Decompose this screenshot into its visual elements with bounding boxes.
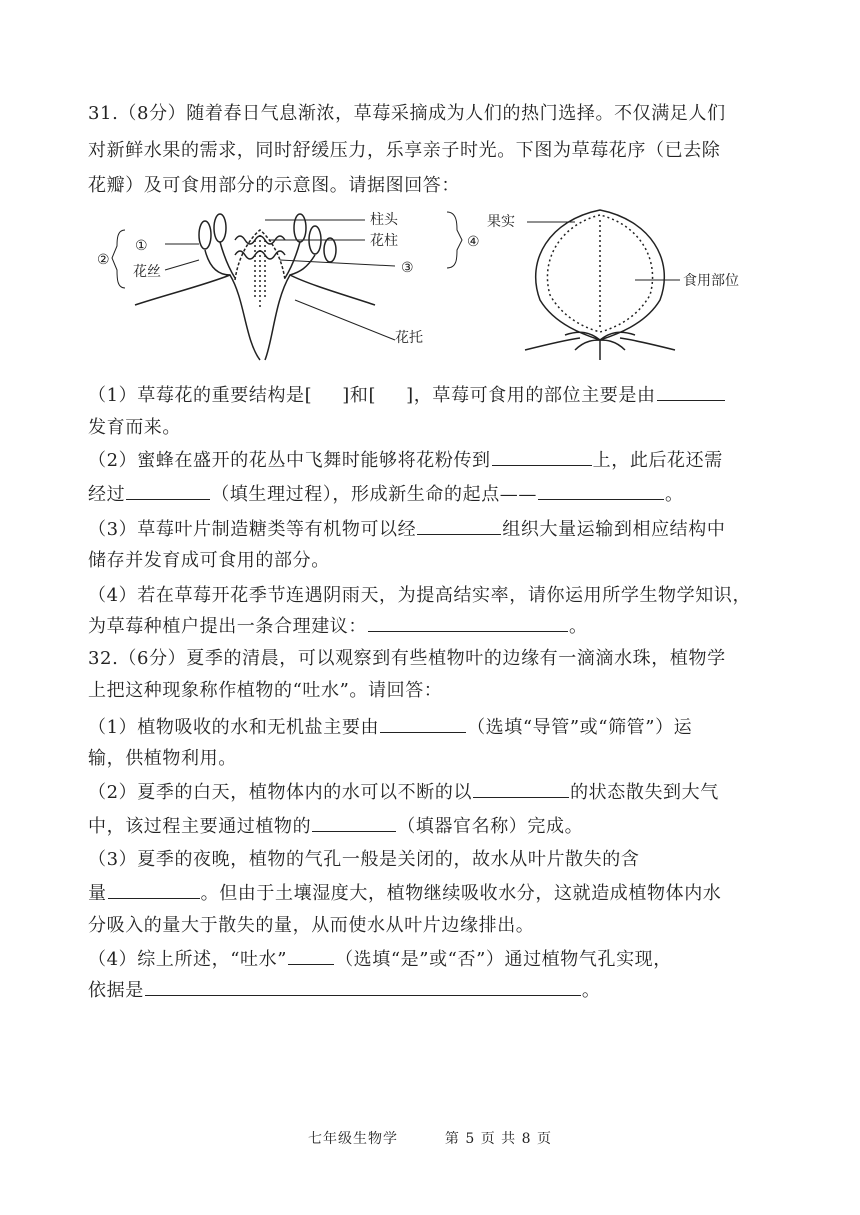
q31-part4-line-2 (88, 613, 778, 641)
q31-p2-text-c: 经过 (88, 484, 126, 505)
q31-stem-line-1: 31.（8分）随着春日气息渐浓，草莓采摘成为人们的热门选择。不仅满足人们 (88, 103, 726, 124)
q32-p1-text-a: （1）植物吸收的水和无机盐主要由 (88, 717, 380, 738)
label-zhutou: 柱头 (370, 212, 398, 228)
strawberry-diagram-svg (95, 200, 775, 365)
q31-part2-line-1 (88, 447, 778, 475)
q31-stem-line-2: 对新鲜水果的需求，同时舒缓压力，乐享亲子时光。下图为草莓花序（已去除 (88, 140, 721, 161)
q32-p3-blank[interactable] (108, 880, 200, 899)
q31-p2-blank-2[interactable] (126, 481, 210, 500)
label-circle-3: ③ (401, 260, 414, 276)
q31-p2-text-d: （填生理过程），形成新生命的起点—— (211, 484, 538, 505)
q31-p2-blank-1[interactable] (492, 447, 592, 466)
footer-subject: 七年级生物学 (308, 1131, 398, 1147)
flower-diagram (135, 214, 375, 360)
q32-p3-text-c: 。但由于土壤湿度大，植物继续吸收水分，这就造成植物体内水 (200, 883, 722, 904)
q32-p2-text-b: 的状态散失到大气 (570, 782, 719, 803)
q31-p2-text-e: 。 (665, 484, 684, 505)
q31-p3-blank[interactable] (417, 516, 501, 535)
q32-part3-line-1: （3）夏季的夜晚，植物的气孔一般是关闭的，故水从叶片散失的含 (88, 849, 640, 870)
q32-part2-line-1 (88, 779, 778, 807)
label-huazhu: 花柱 (370, 233, 398, 249)
fruit-diagram (525, 210, 675, 360)
q31-part4-line-1: （4）若在草莓开花季节连遇阴雨天，为提高结实率，请你运用所学生物学知识， (88, 585, 752, 606)
q32-part3-line-2 (88, 880, 778, 908)
q32-p2-text-a: （2）夏季的白天，植物体内的水可以不断的以 (88, 782, 473, 803)
label-shiyong: 食用部位 (683, 273, 739, 289)
q31-part3-line-1 (88, 516, 778, 544)
q32-p4-text-c: 依据是 (88, 980, 144, 1001)
q32-p2-text-d: （填器官名称）完成。 (397, 816, 584, 837)
q32-p4-text-b: （选填“是”或“否”）通过植物气孔实现， (335, 949, 672, 970)
q32-part1-line-2: 输，供植物利用。 (88, 748, 237, 769)
label-huatuo: 花托 (395, 330, 423, 346)
q31-p4-blank[interactable] (368, 613, 568, 632)
q31-part3-line-2: 储存并发育成可食用的部分。 (88, 550, 330, 571)
q32-part4-line-1 (88, 946, 778, 974)
q31-part1-line-1 (88, 382, 778, 410)
q31-part2-line-2 (88, 481, 778, 509)
q32-part1-line-1 (88, 714, 778, 742)
q32-p3-text-b: 量 (88, 883, 107, 904)
page-footer (0, 1128, 860, 1148)
label-circle-4: ④ (467, 234, 480, 250)
label-circle-1: ① (135, 238, 148, 254)
q31-p1-text-c: ]，草莓可食用的部位主要是由 (406, 385, 656, 406)
q32-part4-line-2 (88, 977, 778, 1005)
q31-p1-text-a: （1）草莓花的重要结构是[ (88, 385, 313, 406)
q32-p1-blank[interactable] (380, 714, 466, 733)
q32-p2-blank-2[interactable] (312, 813, 396, 832)
q32-part3-line-3: 分吸入的量大于散失的量，从而使水从叶片边缘排出。 (88, 915, 535, 936)
q32-p4-blank-2[interactable] (145, 977, 581, 996)
q32-stem-line-1: 32.（6分）夏季的清晨，可以观察到有些植物叶的边缘有一滴滴水珠，植物学 (88, 648, 726, 669)
q32-part2-line-2 (88, 813, 778, 841)
q31-p1-text-b: ]和[ (342, 385, 377, 406)
q32-p1-text-b: （选填“导管”或“筛管”）运 (467, 717, 693, 738)
q32-p2-blank-1[interactable] (473, 779, 569, 798)
q32-p2-text-c: 中，该过程主要通过植物的 (88, 816, 312, 837)
q31-part1-line-2: 发育而来。 (88, 417, 181, 438)
strawberry-figure (95, 200, 775, 365)
q31-stem-line-3: 花瓣）及可食用部分的示意图。请据图回答： (88, 175, 460, 196)
q32-p4-blank-1[interactable] (288, 946, 334, 965)
q31-p1-answer-blank[interactable] (657, 382, 725, 401)
footer-page-number: 第 5 页 共 8 页 (444, 1131, 552, 1147)
q32-p4-text-d: 。 (581, 980, 601, 1001)
q31-p2-text-b: 上，此后花还需 (592, 450, 723, 471)
label-circle-2: ② (97, 252, 110, 268)
q31-p4-text-c: 。 (569, 616, 588, 637)
q31-p2-text-a: （2）蜜蜂在盛开的花丛中飞舞时能够将花粉传到 (88, 450, 491, 471)
q32-p4-text-a: （4）综上所述，“吐水” (88, 949, 288, 970)
label-huasi: 花丝 (133, 264, 161, 280)
label-guoshi: 果实 (487, 214, 515, 230)
q32-stem-line-2: 上把这种现象称作植物的“吐水”。请回答： (88, 680, 443, 701)
q31-p2-blank-3[interactable] (538, 481, 664, 500)
q31-p3-text-b: 组织大量运输到相应结构中 (502, 519, 726, 540)
q31-p3-text-a: （3）草莓叶片制造糖类等有机物可以经 (88, 519, 417, 540)
q31-p4-text-b: 为草莓种植户提出一条合理建议： (88, 616, 367, 637)
fruit-leader-lines (527, 222, 680, 280)
